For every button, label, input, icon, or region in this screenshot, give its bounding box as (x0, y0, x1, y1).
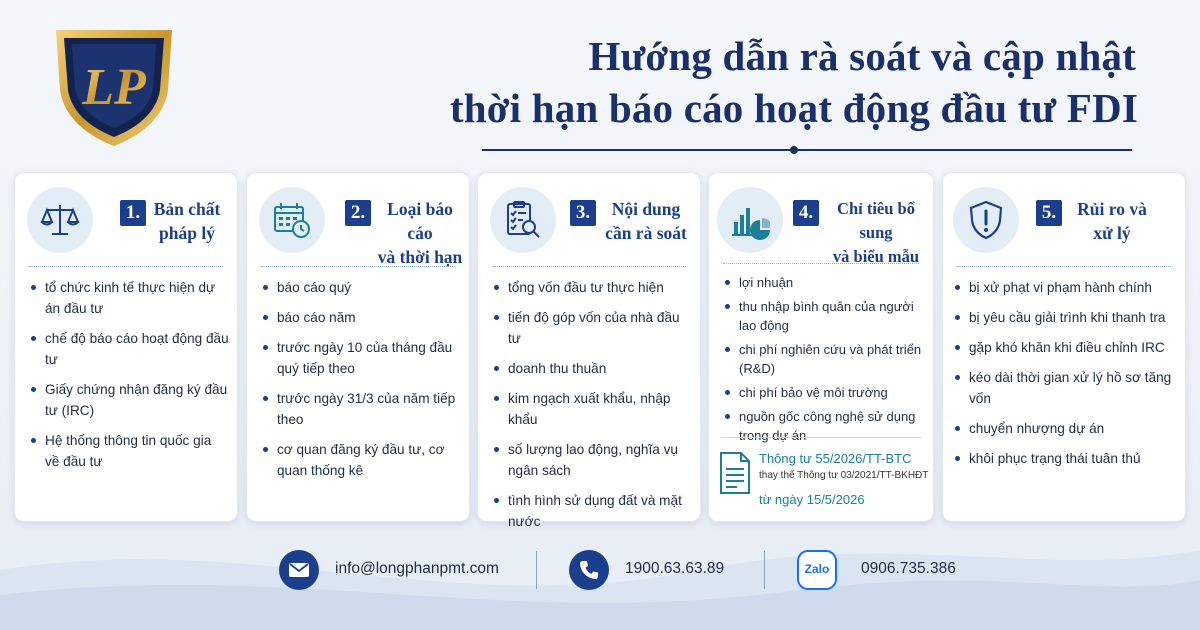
bar-pie-chart-icon (730, 200, 770, 240)
list-item: thu nhập bình quân của người lao động (725, 297, 925, 335)
list-item: tổng vốn đầu tư thực hiện (494, 277, 692, 298)
shield-alert-icon (966, 200, 1006, 240)
list-item: bị yêu cầu giải trình khi thanh tra (955, 307, 1177, 328)
card-items (955, 277, 1177, 478)
list-item: gặp khó khăn khi điều chỉnh IRC (955, 337, 1177, 358)
list-item: chi phí nghiên cứu và phát triển (R&D) (725, 340, 925, 378)
list-item: tổ chức kinh tế thực hiện dự án đầu tư (31, 277, 229, 319)
title-line-1: Hướng dẫn rà soát và cập nhật (588, 33, 1136, 79)
list-item: bị xử phạt vi phạm hành chính (955, 277, 1177, 298)
zalo-number[interactable]: 0906.735.386 (861, 560, 956, 577)
list-item: nguồn gốc công nghệ sử dụng trong dự án (725, 407, 925, 445)
card-title: Loại báo cáo và thời hạn (377, 199, 463, 267)
contact-footer (0, 545, 1200, 605)
circular-reference (719, 449, 927, 513)
phone-icon (569, 550, 609, 590)
list-item: trước ngày 31/3 của năm tiếp theo (263, 388, 461, 430)
list-item: Giấy chứng nhận đăng ký đầu tư (IRC) (31, 379, 229, 421)
card-title: Bản chất pháp lý (153, 199, 221, 243)
page-title (436, 30, 1136, 134)
list-item: tiến độ góp vốn của nhà đầu tư (494, 307, 692, 349)
list-item: số lượng lao động, nghĩa vụ ngân sách (494, 439, 692, 481)
card-legal-nature (14, 172, 238, 522)
list-item: báo cáo quý (263, 277, 461, 298)
title-divider (482, 149, 1132, 151)
document-icon (719, 451, 751, 495)
card-icon (717, 187, 783, 253)
card-items (31, 277, 229, 481)
card-number: 3. (570, 200, 596, 226)
card-number: 4. (793, 200, 819, 226)
card-additional-indicators (708, 172, 934, 522)
card-title: Rủi ro và xử lý (1077, 199, 1147, 243)
checklist-magnifier-icon (503, 200, 543, 240)
zalo-icon: Zalo (797, 550, 837, 590)
list-item: lợi nhuận (725, 273, 925, 292)
list-item: chế độ báo cáo hoạt động đầu tư (31, 328, 229, 370)
card-items (263, 277, 461, 490)
title-line-2: thời hạn báo cáo hoạt động đầu tư FDI (449, 85, 1138, 131)
list-item: khôi phục trạng thái tuân thủ (955, 448, 1177, 469)
card-number: 2. (345, 200, 371, 226)
circular-replaces: thay thế Thông tư 03/2021/TT-BKHĐT (759, 470, 929, 481)
list-item: cơ quan đăng ký đầu tư, cơ quan thống kê (263, 439, 461, 481)
card-items (725, 273, 925, 450)
card-number: 5. (1036, 200, 1062, 226)
hotline-number[interactable]: 1900.63.63.89 (625, 560, 725, 577)
email-address[interactable]: info@longphanpmt.com (335, 560, 499, 577)
card-items (494, 277, 692, 541)
email-icon (279, 550, 319, 590)
card-icon (490, 187, 556, 253)
card-review-content (477, 172, 701, 529)
list-item: kéo dài thời gian xử lý hồ sơ tăng vốn (955, 367, 1177, 409)
list-item: chi phí bảo vệ môi trường (725, 383, 925, 402)
card-report-types (246, 172, 470, 522)
list-item: tình hình sử dụng đất và mặt nước (494, 490, 692, 532)
card-number: 1. (120, 200, 146, 226)
svg-text:LP: LP (82, 59, 146, 116)
list-item: báo cáo năm (263, 307, 461, 328)
scales-icon (40, 200, 80, 240)
list-item: Hệ thống thông tin quốc gia về đầu tư (31, 430, 229, 472)
list-item: chuyển nhượng dự án (955, 418, 1177, 439)
card-icon (953, 187, 1019, 253)
card-title: Chỉ tiêu bổ sung và biểu mẫu (832, 199, 920, 266)
card-risk-handling (942, 172, 1186, 522)
list-item: trước ngày 10 của tháng đầu quý tiếp theo (263, 337, 461, 379)
card-icon (27, 187, 93, 253)
card-title: Nội dung cần rà soát (605, 199, 687, 243)
card-icon (259, 187, 325, 253)
lp-shield-logo-icon (50, 18, 178, 148)
list-item: kim ngạch xuất khẩu, nhập khẩu (494, 388, 692, 430)
calendar-clock-icon (272, 200, 312, 240)
list-item: doanh thu thuần (494, 358, 692, 379)
circular-title: Thông tư 55/2026/TT-BTC (759, 451, 912, 466)
company-logo (50, 18, 178, 148)
circular-effective-date: từ ngày 15/5/2026 (759, 492, 865, 507)
